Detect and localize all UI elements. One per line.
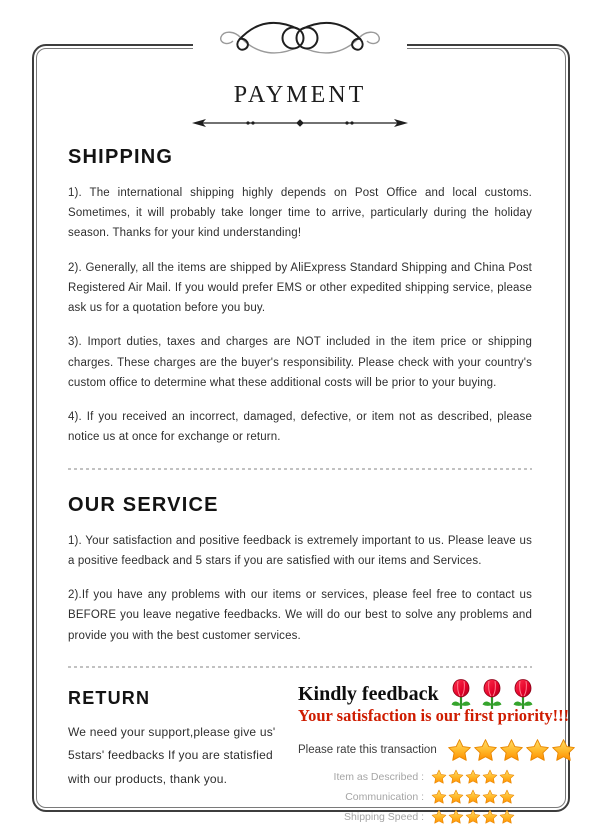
star-icon [499,809,515,825]
rate-transaction-row [298,738,576,763]
flourish-ornament-icon [205,16,395,60]
shipping-section [68,146,532,448]
feedback-section [288,678,576,825]
section-divider [68,468,532,470]
overall-stars [446,738,576,763]
shipping-paragraph-3: 3). Import duties, taxes and charges are NOT included in the item price or shipping charges. These charges are the buyer's responsibility. Please check with your country's custom office to determine what these additional costs will be prior to your buying. [68,336,532,389]
service-section [68,494,532,646]
star-icon [447,738,472,763]
star-icon [448,769,464,785]
arrow-divider-icon [192,116,408,130]
flourish-ornament [193,16,407,65]
star-icon [465,769,481,785]
rating-rows [298,769,576,825]
star-icon [499,769,515,785]
priority-headline: Your satisfaction is our first priority!!! [298,705,570,725]
shipping-heading: SHIPPING [68,146,174,168]
rating-label: Item as Described : [333,770,424,783]
kindly-feedback-heading: Kindly feedback [298,682,439,705]
star-icon [431,789,447,805]
shipping-paragraph-2: 2). Generally, all the items are shipped by AliExpress Standard Shipping and China Post Registered Air Mail. If you would prefer EMS or other expedited shipping service, please ask us for a quotation before you buy. [68,261,532,315]
service-paragraph-1: 1). Your satisfaction and positive feedback is extremely important to us. Please leave us a positive feedback and 5 stars if you are satisfied with our items and Services. [68,534,532,567]
star-icon [551,738,576,763]
rating-row [298,809,576,825]
rating-label: Shipping Speed : [344,810,424,823]
return-text: We need your support,please give us' 5stars' feedbacks If you are statisfied with our products, thank you. [68,724,276,786]
star-icon [525,738,550,763]
star-icon [473,738,498,763]
star-icon [431,769,447,785]
star-icon [499,789,515,805]
shipping-paragraph-4: 4). If you received an incorrect, damaged, defective, or item not as described, please notice us at once for exchange or return. [68,411,532,444]
rate-transaction-label: Please rate this transaction [298,744,437,757]
star-icon [448,789,464,805]
page-title: PAYMENT [233,82,367,108]
return-section [68,678,288,825]
section-divider [68,666,532,668]
star-icon [431,809,447,825]
star-icon [465,809,481,825]
rating-row [298,769,576,785]
bottom-row [68,678,570,825]
return-heading: RETURN [68,687,151,708]
star-icon [448,809,464,825]
rating-stars [430,809,515,825]
rating-label: Communication : [345,790,424,803]
service-paragraph-2: 2).If you have any problems with our items or services, please feel free to contact us BEFORE you leave negative feedbacks. We will do our best to solve any problems and provide you with the best customer services. [68,589,532,642]
page-content [68,82,570,825]
service-heading: OUR SERVICE [68,493,219,516]
rating-stars [430,789,515,805]
star-icon [482,809,498,825]
star-icon [465,789,481,805]
star-icon [499,738,524,763]
rating-row [298,789,576,805]
shipping-paragraph-1: 1). The international shipping highly depends on Post Office and local customs. Sometimes, it will probably take longer time to arrive, particularly during the holiday season. Thanks for your kind understanding! [68,187,532,240]
star-icon [482,769,498,785]
star-icon [482,789,498,805]
rating-stars [430,769,515,785]
